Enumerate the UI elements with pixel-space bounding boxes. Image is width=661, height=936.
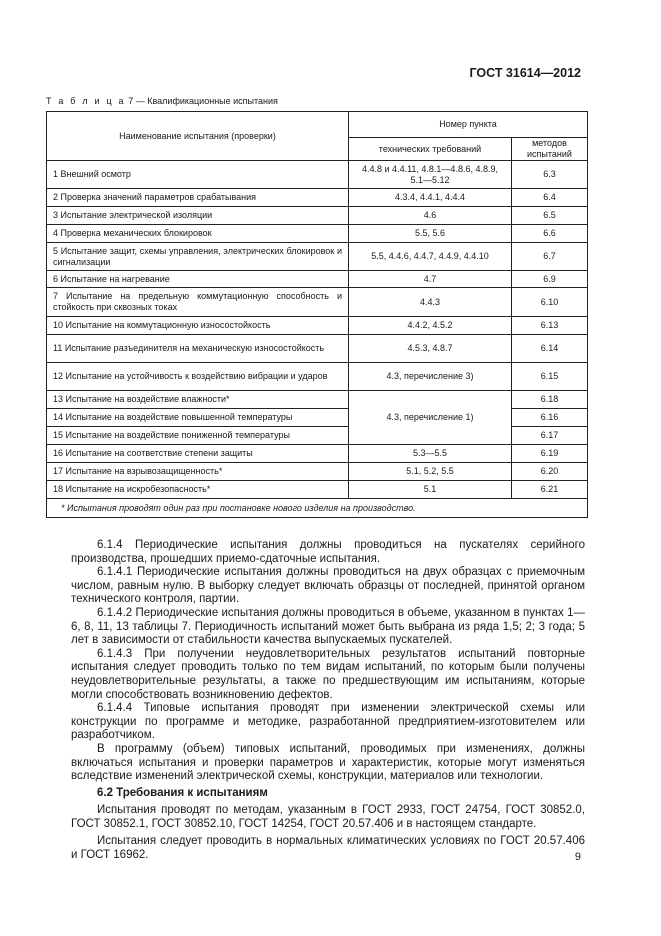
page-number: 9 [574,851,581,863]
row-tech-clause: 5.5, 5.6 [349,225,512,243]
table-row [47,161,588,189]
table-row [47,225,588,243]
paragraph: 6.1.4 Периодические испытания должны проводиться на пускателях серийного производства, прошедших приемо-сдаточные испытания. [71,539,585,565]
row-tech-clause: 4.3.4, 4.4.1, 4.4.4 [349,189,512,207]
row-test-name: 14 Испытание на воздействие повышенной температуры [47,409,349,427]
row-tech-clause: 5.3—5.5 [349,445,512,463]
table-row [47,288,588,317]
table-row [47,463,588,481]
row-method-clause: 6.6 [512,225,588,243]
table-row [47,335,588,363]
row-method-clause: 6.4 [512,189,588,207]
row-method-clause: 6.20 [512,463,588,481]
row-test-name: 10 Испытание на коммутационную износостойкость [47,317,349,335]
row-test-name: 15 Испытание на воздействие пониженной температуры [47,427,349,445]
row-test-name: 1 Внешний осмотр [47,161,349,189]
row-tech-clause: 4.4.2, 4.5.2 [349,317,512,335]
row-tech-clause: 5.1, 5.2, 5.5 [349,463,512,481]
header-test-methods: методов испытаний [512,138,588,161]
row-test-name: 4 Проверка механических блокировок [47,225,349,243]
table-row [47,363,588,391]
paragraph: В программу (объем) типовых испытаний, проводимых при изменениях, должны включаться испытания и проверки параметров и характеристик, которые могут изменяться вследствие изменений электрической схемы, конструкции, материалов или технологии. [71,742,585,783]
row-tech-clause: 5.5, 4.4.6, 4.4.7, 4.4.9, 4.4.10 [349,243,512,271]
row-test-name: 13 Испытание на воздействие влажности* [47,391,349,409]
row-method-clause: 6.10 [512,288,588,317]
row-tech-clause: 4.3, перечисление 3) [349,363,512,391]
table-row [47,445,588,463]
row-tech-clause: 5.1 [349,481,512,499]
row-method-clause: 6.19 [512,445,588,463]
row-test-name: 6 Испытание на нагревание [47,271,349,288]
qualification-tests-table [46,111,588,518]
row-method-clause: 6.16 [512,409,588,427]
row-tech-clause: 4.6 [349,207,512,225]
row-test-name: 17 Испытание на взрывозащищенность* [47,463,349,481]
table-caption [46,96,278,106]
row-method-clause: 6.21 [512,481,588,499]
table-row [47,243,588,271]
row-method-clause: 6.9 [512,271,588,288]
paragraph: Испытания следует проводить в нормальных климатических условиях по ГОСТ 20.57.406 и ГОСТ 16962. [71,835,585,862]
paragraph: Испытания проводят по методам, указанным в ГОСТ 2933, ГОСТ 24754, ГОСТ 30852.0, ГОСТ 30852.1, ГОСТ 30852.10, ГОСТ 14254, ГОСТ 20.57.406 и в настоящем стандарте. [71,804,585,830]
row-test-name: 12 Испытание на устойчивость к воздействию вибрации и ударов [47,363,349,391]
document-code: ГОСТ 31614—2012 [469,66,581,80]
caption-title: — Квалификационные испытания [135,96,278,106]
row-method-clause: 6.17 [512,427,588,445]
paragraph: 6.1.4.1 Периодические испытания должны проводиться на двух образцах с приемочным числом, равным нулю. В выборку следует включать образцы от последней, принятой органом технического контроля, партии. [71,566,585,606]
table-footnote: * Испытания проводят один раз при постановке нового изделия на производство. [47,499,588,518]
row-tech-clause: 4.4.3 [349,288,512,317]
table-row [47,481,588,499]
row-test-name: 3 Испытание электрической изоляции [47,207,349,225]
paragraph: 6.1.4.3 При получении неудовлетворительных результатов испытаний повторные испытания следует проводить только по тем видам испытаний, по которым были получены неудовлетворительные результаты, а также по предшествующим им испытаниям, которые могли способствовать возникновению дефектов. [71,647,585,701]
row-tech-clause: 4.3, перечисление 1) [349,391,512,445]
table-row [47,317,588,335]
body-text [71,539,585,863]
row-method-clause: 6.14 [512,335,588,363]
header-tech-requirements: технических требований [349,138,512,161]
row-method-clause: 6.15 [512,363,588,391]
table-row [47,189,588,207]
row-test-name: 5 Испытание защит, схемы управления, электрических блокировок и сигнализации [47,243,349,271]
paragraph: 6.1.4.4 Типовые испытания проводят при изменении электрической схемы или конструкции по программе и методике, разработанной предприятием-изготовителем или разработчиком. [71,702,585,742]
row-test-name: 11 Испытание разъединителя на механическую износостойкость [47,335,349,363]
row-method-clause: 6.13 [512,317,588,335]
row-test-name: 7 Испытание на предельную коммутационную способность и стойкость при сквозных токах [47,288,349,317]
row-method-clause: 6.18 [512,391,588,409]
row-test-name: 16 Испытание на соответствие степени защиты [47,445,349,463]
caption-prefix: Т а б л и ц а [46,96,126,106]
row-tech-clause: 4.5.3, 4.8.7 [349,335,512,363]
row-tech-clause: 4.7 [349,271,512,288]
row-test-name: 2 Проверка значений параметров срабатывания [47,189,349,207]
row-method-clause: 6.5 [512,207,588,225]
row-method-clause: 6.3 [512,161,588,189]
row-tech-clause: 4.4.8 и 4.4.11, 4.8.1—4.8.6, 4.8.9, 5.1—5.12 [349,161,512,189]
row-method-clause: 6.7 [512,243,588,271]
section-heading: 6.2 Требования к испытаниям [97,786,268,799]
header-test-name: Наименование испытания (проверки) [47,112,349,161]
header-clause-number: Номер пункта [349,112,588,138]
table-row [47,207,588,225]
caption-number: 7 [128,96,134,106]
table-row [47,271,588,288]
row-test-name: 18 Испытание на искробезопасность* [47,481,349,499]
table-row [47,391,588,409]
paragraph: 6.1.4.2 Периодические испытания должны проводиться в объеме, указанном в пунктах 1—6, 8, 11, 13 таблицы 7. Периодичность испытаний может быть выбрана из ряда 1,5; 2; 3 года; 5 лет в зависимости от стабильности качества выпускаемых пускателей. [71,606,585,647]
